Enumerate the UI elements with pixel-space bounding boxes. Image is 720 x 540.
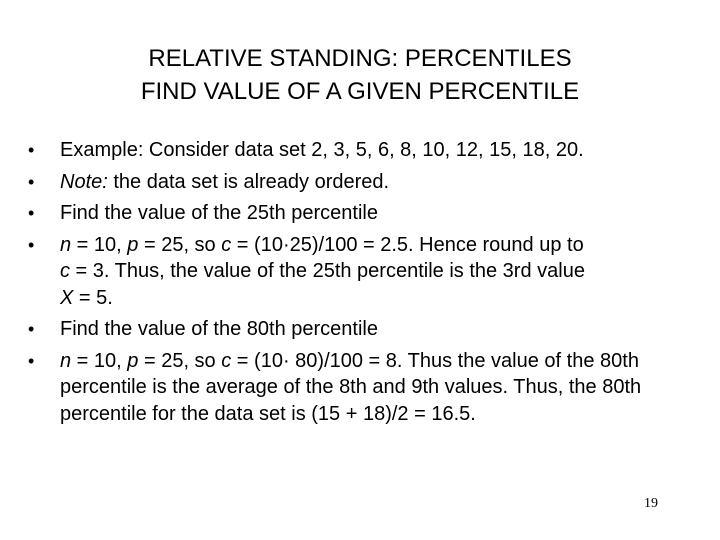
equation-part: = 25, so	[138, 233, 222, 256]
title-line-1: RELATIVE STANDING: PERCENTILES	[148, 45, 572, 72]
page-number: 19	[644, 496, 658, 511]
bullet-dot: •	[28, 319, 35, 339]
note-label: Note:	[60, 170, 108, 193]
var-x: X	[60, 286, 74, 309]
bullet-text: Find the value of the 80th percentile	[60, 318, 378, 340]
equation-part: = (10·25)/100 = 2.5. Hence round up to	[231, 233, 584, 256]
var-c: c	[221, 349, 232, 372]
bullet-item	[28, 232, 708, 312]
var-c: c	[60, 260, 70, 282]
var-n: n	[60, 233, 72, 256]
var-p: p	[127, 349, 139, 372]
bullet-item	[28, 200, 708, 227]
equation-part: = 25, so	[138, 349, 222, 372]
bullet-text: Find the value of the 25th percentile	[60, 202, 378, 224]
bullet-dot: •	[28, 350, 35, 371]
bullet-list	[28, 137, 708, 432]
bullet-item	[28, 137, 708, 164]
bullet-dot: •	[28, 171, 35, 192]
var-c: c	[221, 233, 232, 256]
equation-part: = 10,	[71, 349, 128, 372]
bullet-text: Example: Consider data set 2, 3, 5, 6, 8, 10, 12, 15, 18, 20.	[60, 139, 584, 161]
var-n: n	[60, 349, 72, 372]
bullet-item	[28, 169, 708, 196]
bullet-item	[28, 348, 708, 428]
equation-part: = (10· 80)/100 = 8. Thus the value of the 80th percentile is the average of the 8th and 9th values. Thus, the 80th percentile for the data set is (15 + 18)/2 = 16.5.	[60, 349, 642, 425]
bullet-dot: •	[28, 234, 35, 255]
slide-title	[0, 42, 720, 108]
bullet-item	[28, 316, 708, 343]
var-p: p	[127, 233, 139, 256]
bullet-dot: •	[28, 140, 35, 160]
equation-part: = 5.	[73, 286, 113, 309]
bullet-dot: •	[28, 203, 35, 223]
bullet-text: the data set is already ordered.	[107, 170, 390, 193]
equation-part: = 10,	[71, 233, 128, 256]
title-line-2: FIND VALUE OF A GIVEN PERCENTILE	[140, 78, 580, 105]
equation-part: = 3. Thus, the value of the 25th percentile is the 3rd value	[70, 260, 585, 282]
